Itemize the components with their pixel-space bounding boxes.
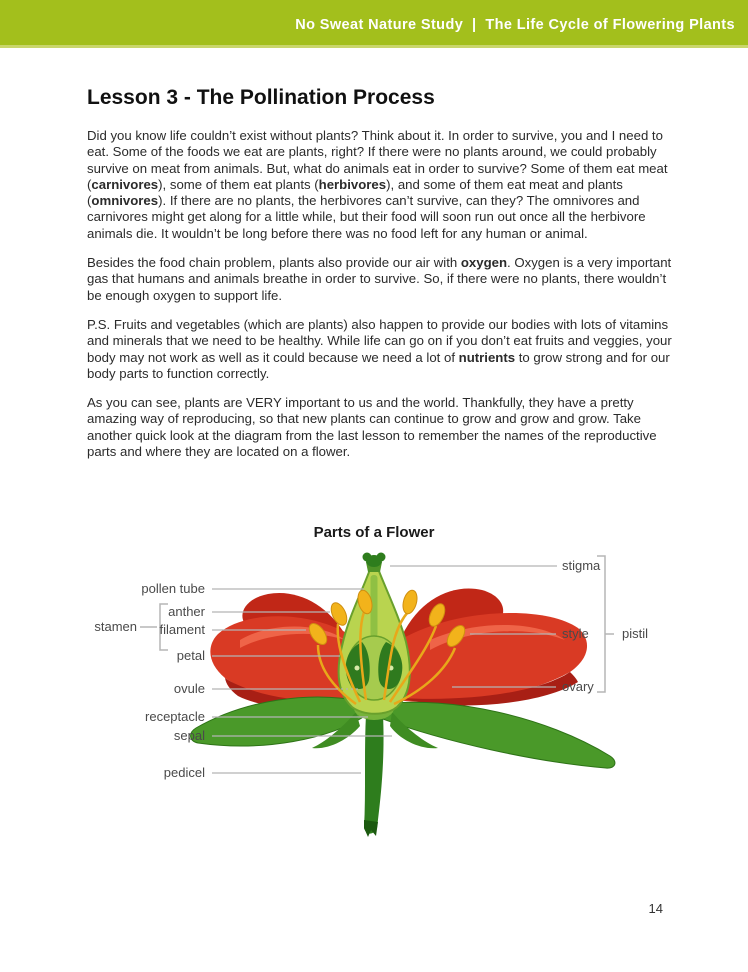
diagram-label-pollen-tube: pollen tube bbox=[141, 581, 205, 596]
diagram-label-stamen: stamen bbox=[94, 619, 137, 634]
flower-stigma bbox=[363, 553, 386, 573]
diagram-label-sepal: sepal bbox=[173, 728, 205, 743]
diagram-label-pedicel: pedicel bbox=[163, 765, 205, 780]
paragraph-3: P.S. Fruits and vegetables (which are plants) also happen to provide our bodies with lots of vitamins and minerals that we need to be healthy. While life can go on if you don’t eat fruits and veggies, your body may not work as well as it could because we need a lot of nutrients to grow strong and for our body parts to function correctly. bbox=[87, 316, 672, 381]
flower-sepals bbox=[191, 697, 615, 768]
header-bar bbox=[0, 0, 748, 48]
diagram-label-stigma: stigma bbox=[562, 558, 601, 573]
header-title: No Sweat Nature Study | The Life Cycle of Flowering Plants bbox=[295, 17, 735, 33]
diagram-title: Parts of a Flower bbox=[313, 524, 435, 541]
flower-illustration bbox=[0, 520, 748, 890]
paragraph-4: As you can see, plants are VERY important to us and the world. Thankfully, they have a pretty amazing way of reproducing, so that new plants can continue to grow and grow and grow. Take another quick look at the diagram from the last lesson to remember the names of the reproductive parts and where they are located on a flower. bbox=[87, 395, 657, 460]
diagram-label-ovule: ovule bbox=[173, 681, 205, 696]
body-text bbox=[87, 128, 679, 473]
flower-stem bbox=[364, 714, 384, 837]
paragraph-1: Did you know life couldn’t exist without plants? Think about it. In order to survive, you and I need to eat. Some of the foods we eat are plants, right? If there were no plants around, we could probably survive on meat from animals. But, what do animals eat in order to survive? Some of them eat meat (carnivores), some of them eat plants (herbivores), and some of them eat meat and plants (omnivores). If there are no plants, the herbivores can’t survive, can they? The omnivores and carnivores might get along for a little while, but their food will soon run out once all the herbivore animals die. It wouldn’t be long before there was no food left for any human or animal. bbox=[87, 128, 668, 241]
page-number: 14 bbox=[648, 901, 663, 916]
diagram-label-filament: filament bbox=[159, 622, 205, 637]
paragraph-2: Besides the food chain problem, plants also provide our air with oxygen. Oxygen is a very important gas that humans and animals breathe in order to survive. So, if there were no plants, there wouldn’t be enough oxygen to support life. bbox=[87, 255, 672, 303]
diagram-label-petal: petal bbox=[176, 648, 205, 663]
diagram-label-pistil: pistil bbox=[622, 626, 649, 641]
flower-diagram bbox=[0, 520, 748, 890]
page-title: Lesson 3 - The Pollination Process bbox=[87, 86, 435, 109]
diagram-label-receptacle: receptacle bbox=[145, 709, 205, 724]
diagram-label-anther: anther bbox=[168, 604, 205, 619]
diagram-label-style: style bbox=[562, 626, 589, 641]
pistil-bracket bbox=[597, 556, 605, 692]
diagram-label-ovary: ovary bbox=[562, 679, 594, 694]
